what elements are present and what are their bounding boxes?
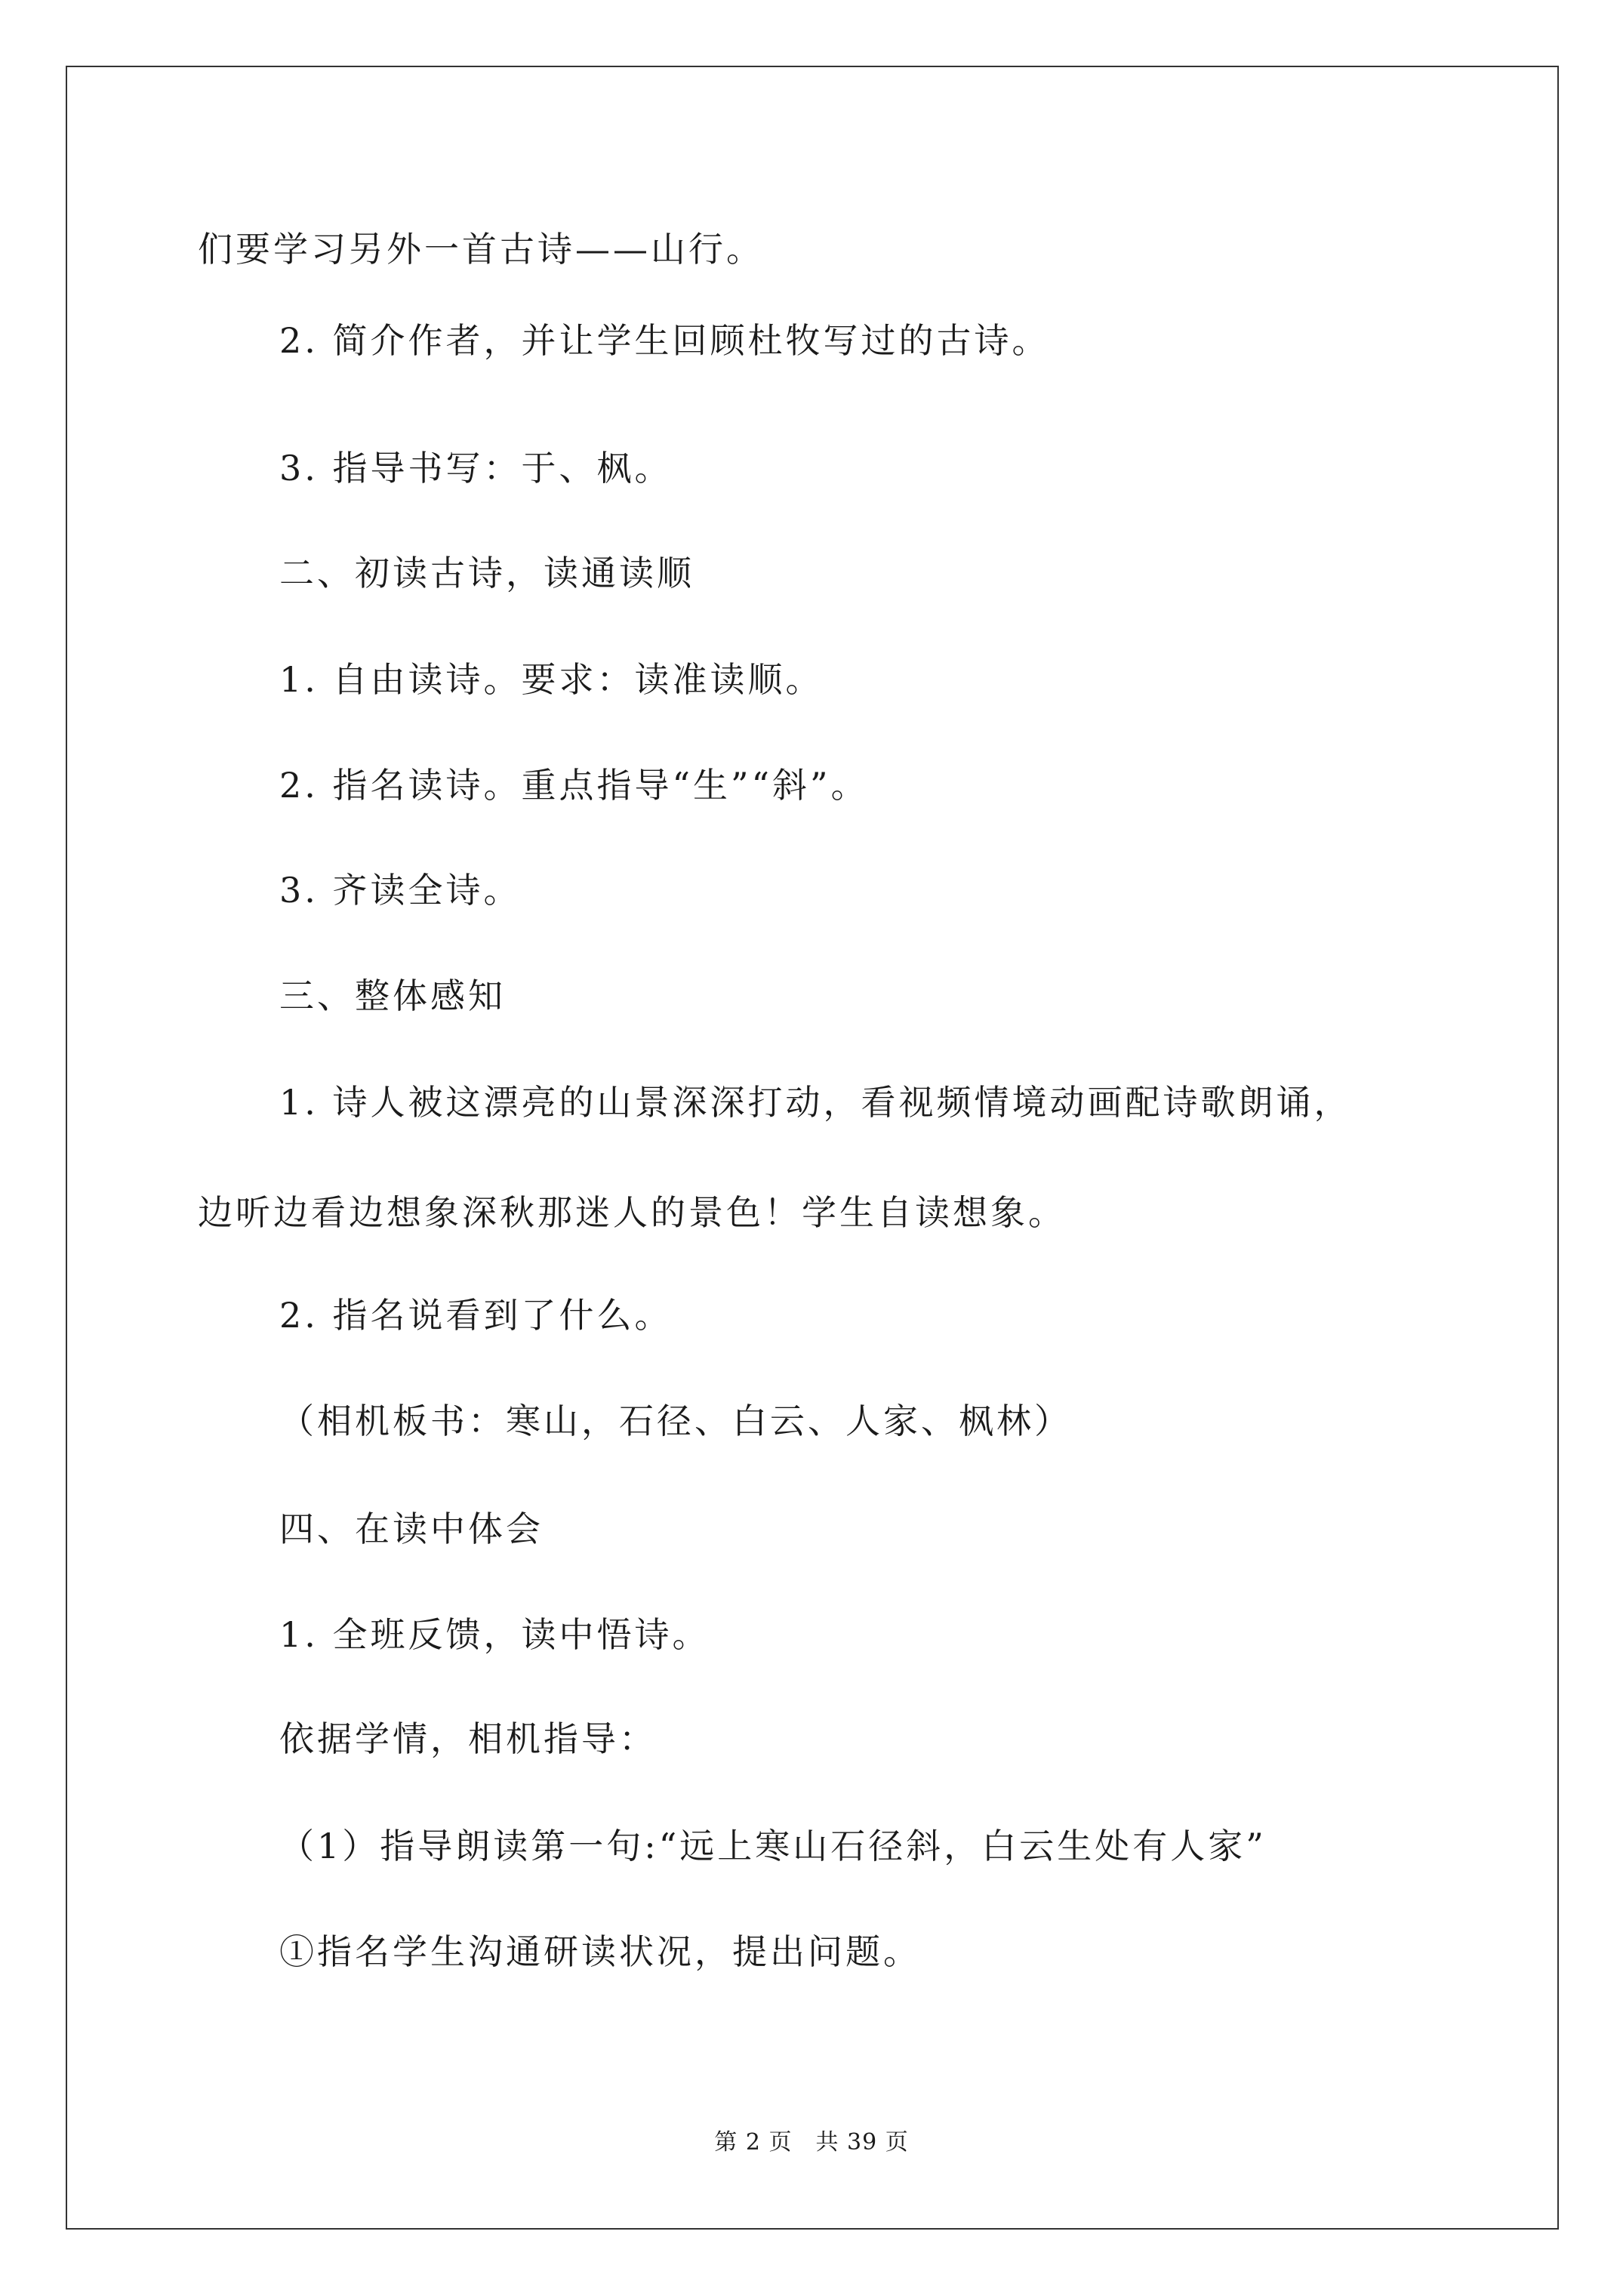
text-line: 2. 指名说看到了什么。: [279, 1295, 673, 1336]
text-line: （相机板书：寒山，石径、白云、人家、枫林）: [279, 1401, 1072, 1441]
text-line: 1. 自由读诗。要求：读准读顺。: [279, 659, 824, 700]
text-line: （1）指导朗读第一句:“远上寒山石径斜，白云生处有人家”: [279, 1826, 1267, 1866]
text-line: 们要学习另外一首古诗——山行。: [198, 229, 764, 270]
text-line: 3. 指导书写：于、枫。: [279, 448, 673, 488]
page-number: 第 2 页 共 39 页: [714, 2129, 909, 2156]
text-line: 1. 全班反馈，读中悟诗。: [279, 1614, 710, 1655]
section-heading: 四、在读中体会: [279, 1509, 544, 1549]
text-line: 1. 诗人被这漂亮的山景深深打动，看视频情境动画配诗歌朗诵，: [279, 1082, 1352, 1123]
text-line: 依据学情，相机指导：: [279, 1718, 657, 1759]
text-line: 2. 简介作者，并让学生回顾杜牧写过的古诗。: [279, 320, 1050, 361]
page-border: [66, 66, 1559, 2230]
text-line: 边听边看边想象深秋那迷人的景色！学生自读想象。: [198, 1192, 1066, 1233]
text-line: ①指名学生沟通研读状况，提出问题。: [279, 1931, 921, 1972]
section-heading: 二、初读古诗，读通读顺: [279, 553, 694, 593]
text-line: 3. 齐读全诗。: [279, 870, 522, 911]
section-heading: 三、整体感知: [279, 975, 506, 1016]
text-line: 2. 指名读诗。重点指导“生”“斜”。: [279, 765, 869, 806]
